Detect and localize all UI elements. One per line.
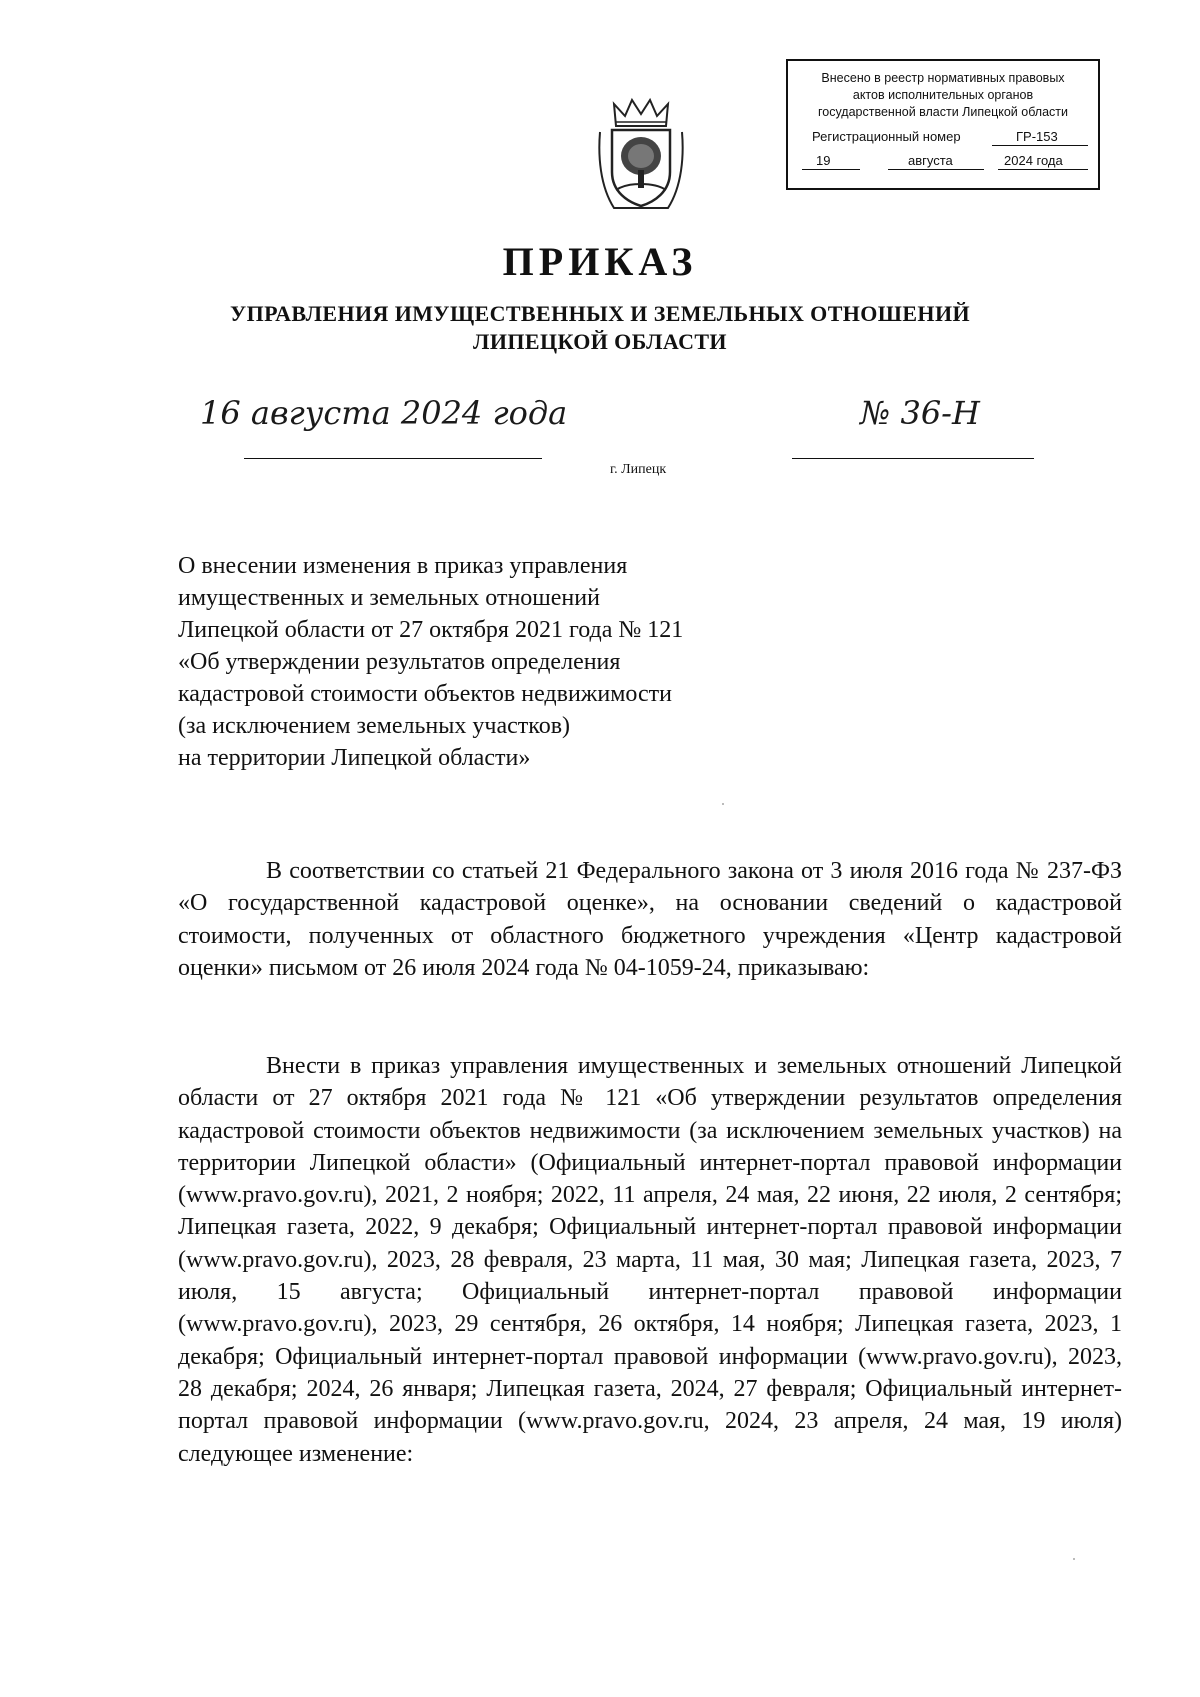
registry-year-underline	[998, 169, 1088, 170]
registry-number-label: Регистрационный номер	[812, 129, 961, 144]
document-subject	[178, 550, 798, 774]
subject-line: «Об утверждении результатов определения	[178, 649, 621, 675]
registry-line-1: Внесено в реестр нормативных правовых	[821, 71, 1065, 85]
registry-stamp	[786, 59, 1100, 190]
issuing-authority-line-1: УПРАВЛЕНИЯ ИМУЩЕСТВЕННЫХ И ЗЕМЕЛЬНЫХ ОТНОШЕНИЙ	[230, 301, 970, 326]
document-title: ПРИКАЗ	[502, 239, 698, 284]
registry-line-3: государственной власти Липецкой области	[817, 105, 1069, 119]
scan-speck	[722, 803, 724, 805]
paragraph-basis: В соответствии со статьей 21 Федерального закона от 3 июля 2016 года № 237-ФЗ «О государственной кадастровой оценке», на основании сведений о кадастровой стоимости, полученных от областного бюджетного учреждения «Центр кадастровой оценки» письмом от 26 июля 2024 года № 04-1059-24, приказываю:	[178, 858, 1122, 981]
number-underline	[792, 458, 1034, 459]
subject-line: Липецкой области от 27 октября 2021 года № 121	[178, 617, 684, 643]
registry-number-underline	[992, 145, 1088, 146]
lipetsk-coat-of-arms-icon	[594, 96, 688, 214]
date-underline	[244, 458, 542, 459]
city-label: г. Липецк	[610, 462, 667, 477]
registry-line-2: актов исполнительных органов	[852, 88, 1034, 102]
subject-line: кадастровой стоимости объектов недвижимости	[178, 681, 672, 707]
paragraph-order: Внести в приказ управления имущественных и земельных отношений Липецкой области от 27 октября 2021 года № 121 «Об утверждении результатов определения кадастровой стоимости объектов недвижимости (за исключением земельных участков) на территории Липецкой области» (Официальный интернет-портал правовой информации (www.pravo.gov.ru), 2021, 2 ноября; 2022, 11 апреля, 24 мая, 22 июня, 22 июля, 2 сентября; Липецкая газета, 2022, 9 декабря; Официальный интернет-портал правовой информации (www.pravo.gov.ru), 2023, 28 февраля, 23 марта, 11 мая, 30 мая; Липецкая газета, 2023, 7 июля, 15 августа; Официальный интернет-портал правовой информации (www.pravo.gov.ru), 2023, 29 сентября, 26 октября, 14 ноября; Липецкая газета, 2023, 1 декабря; Официальный интернет-портал правовой информации (www.pravo.gov.ru), 2023, 28 декабря; 2024, 26 января; Липецкая газета, 2024, 27 февраля; Официальный интернет-портал правовой информации (www.pravo.gov.ru, 2024, 23 апреля, 24 мая, 19 июля) следующее изменение:	[178, 1053, 1122, 1467]
registry-year: 2024 года	[1004, 153, 1063, 168]
registry-day-underline	[802, 169, 860, 170]
registry-day: 19	[816, 153, 831, 168]
handwritten-number: № 36-Н	[860, 394, 980, 432]
registry-number-value: ГР-153	[1016, 129, 1058, 144]
issuing-authority	[0, 300, 1200, 356]
subject-line: (за исключением земельных участков)	[178, 713, 571, 739]
handwritten-date: 16 августа 2024 года	[200, 394, 568, 432]
subject-line: имущественных и земельных отношений	[178, 585, 600, 611]
subject-line: на территории Липецкой области»	[178, 745, 531, 771]
issuing-authority-line-2: ЛИПЕЦКОЙ ОБЛАСТИ	[473, 329, 727, 354]
registry-month-underline	[888, 169, 984, 170]
scan-speck	[1073, 1558, 1075, 1560]
subject-line: О внесении изменения в приказ управления	[178, 553, 628, 579]
registry-month: августа	[908, 153, 953, 168]
